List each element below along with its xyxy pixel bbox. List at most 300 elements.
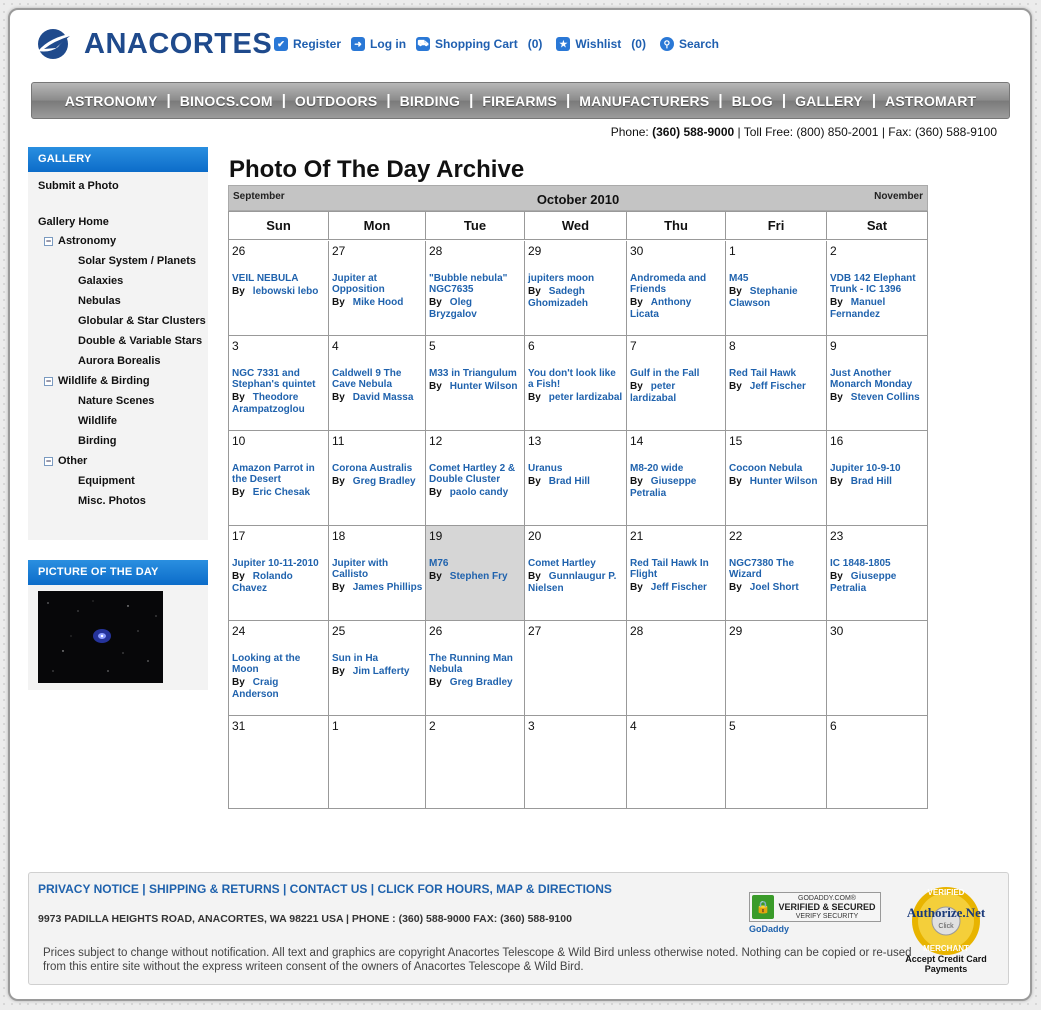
photo-title-link[interactable]: Jupiter at Opposition [332,273,385,295]
photo-entry [729,463,824,488]
photo-title-link[interactable]: Uranus [528,463,563,474]
nav-separator: | [566,92,571,109]
photo-author: By Greg Bradley [429,677,513,688]
gallery-category-galaxies[interactable]: Galaxies [78,275,124,287]
calendar-day-cell [525,431,627,526]
nebula-thumbnail [38,591,163,683]
day-number: 5 [729,719,736,733]
godaddy-label: GoDaddy [749,924,790,934]
footer-link-shipping-returns[interactable]: SHIPPING & RETURNS [148,882,280,896]
calendar-day-cell [726,621,827,716]
gallery-category-wildlife[interactable]: Wildlife [78,415,118,427]
picture-of-the-day [28,560,208,690]
photo-author: By Manuel Fernandez [830,297,886,320]
calendar-day-cell [627,336,726,431]
wishlist-count: (0) [631,37,646,51]
lock-icon: 🔒 [752,895,774,919]
login-link[interactable]: ➜ Log in [351,37,406,51]
nav-outdoors[interactable]: OUTDOORS [294,92,378,109]
day-number: 29 [528,244,542,258]
day-number: 28 [429,244,443,258]
author-link[interactable]: Greg Bradley [352,476,416,487]
photo-title-link[interactable]: Sun in Ha [332,653,379,664]
author-link[interactable]: Hunter Wilson [449,381,518,392]
calendar-day-cell [229,716,329,809]
photo-title-link[interactable]: Red Tail Hawk In Flight [630,558,709,580]
next-month-link[interactable]: November [874,191,923,202]
calendar-day-cell [426,621,525,716]
photo-entry [429,558,522,583]
photo-title-link[interactable]: The Running Man Nebula [429,653,513,675]
photo-title-link[interactable]: Cocoon Nebula [729,463,803,474]
author-link[interactable]: Greg Bradley [449,677,513,688]
photo-author: By Gunnlaugur P. Nielsen [528,571,617,594]
photo-author: By Brad Hill [830,476,892,487]
cart-icon: ⛟ [416,37,430,51]
nav-astronomy[interactable]: ASTRONOMY [64,92,158,109]
calendar-day-cell [229,241,329,336]
calendar-day-cell [827,526,927,621]
day-number: 30 [630,244,644,258]
photo-author: By Joel Short [729,582,799,593]
day-number: 29 [729,624,743,638]
calendar-day-cell [329,716,426,809]
weekday-mon: Mon [329,212,426,240]
authorize-net-seal-icon[interactable] [901,881,991,959]
calendar-day-cell [627,431,726,526]
weekday-tue: Tue [426,212,525,240]
photo-title-link[interactable]: VDB 142 Elephant Trunk - IC 1396 [830,273,916,295]
calendar-day-cell [827,621,927,716]
gallery-category-wildlife-birding[interactable]: − Wildlife & Birding [45,375,150,387]
photo-author: By lebowski lebo [232,286,319,297]
day-number: 26 [232,244,246,258]
day-number: 21 [630,529,644,543]
calendar-day-cell [827,336,927,431]
photo-author: By Brad Hill [528,476,590,487]
author-link[interactable]: peter lardizabal [548,392,623,403]
photo-title-link[interactable]: "Bubble nebula" NGC7635 [429,273,508,295]
photo-entry [630,463,723,500]
photo-author: By Hunter Wilson [429,381,518,392]
day-number: 22 [729,529,743,543]
calendar-day-cell [827,716,927,809]
photo-title-link[interactable]: Corona Australis [332,463,413,474]
day-number: 26 [429,624,443,638]
author-link[interactable]: Stephanie Clawson [729,286,798,309]
photo-title-link[interactable]: Jupiter 10-11-2010 [232,558,319,569]
footer-link-click-for-hours-map-directions[interactable]: CLICK FOR HOURS, MAP & DIRECTIONS [377,882,612,896]
weekday-fri: Fri [726,212,827,240]
calendar-day-cell [426,526,525,621]
author-link[interactable]: Theodore Arampatzoglou [232,392,305,415]
calendar-day-cell [329,526,426,621]
photo-author: By Rolando Chavez [232,571,293,594]
photo-entry [332,368,423,404]
day-number: 27 [528,624,542,638]
photo-author: By Sadegh Ghomizadeh [528,286,589,309]
author-link[interactable]: Joel Short [749,582,799,593]
calendar-day-cell [726,241,827,336]
calendar-day-cell [726,431,827,526]
photo-title-link[interactable]: jupiters moon [528,273,595,284]
calendar-day-cell [726,336,827,431]
login-icon: ➜ [351,37,365,51]
author-link[interactable]: Brad Hill [850,476,892,487]
photo-author: By paolo candy [429,487,509,498]
day-number: 19 [429,529,443,543]
search-link[interactable]: ⚲ Search [660,37,719,51]
author-link[interactable]: paolo candy [449,487,509,498]
photo-author: By Steven Collins [830,392,920,403]
gallery-category-globular-star-clusters[interactable]: Globular & Star Clusters [78,315,206,327]
day-number: 3 [528,719,535,733]
footer-separator: | [138,882,149,896]
author-link[interactable]: Giuseppe Petralia [630,476,697,499]
author-link[interactable]: Steven Collins [850,392,920,403]
top-links [274,37,729,51]
photo-entry [429,653,522,689]
day-number: 16 [830,434,844,448]
photo-title-link[interactable]: Caldwell 9 The Cave Nebula [332,368,402,390]
day-number: 6 [830,719,837,733]
photo-title-link[interactable]: VEIL NEBULA [232,273,299,284]
nav-manufacturers[interactable]: MANUFACTURERS [579,92,710,109]
photo-entry [630,273,723,321]
photo-entry [830,463,925,488]
calendar-header [228,185,928,211]
day-number: 1 [729,244,736,258]
photo-entry [232,558,326,595]
photo-title-link[interactable]: Comet Hartley [528,558,596,569]
svg-text:Click: Click [938,923,954,930]
day-number: 27 [332,244,346,258]
calendar-day-cell [229,526,329,621]
photo-entry [232,463,326,499]
author-link[interactable]: Oleg Bryzgalov [429,297,477,320]
photo-author: By James Phillips [332,582,423,593]
day-number: 1 [332,719,339,733]
calendar-day-cell [229,336,329,431]
photo-title-link[interactable]: Just Another Monarch Monday [830,368,913,390]
photo-title-link[interactable]: M76 [429,558,449,569]
day-number: 17 [232,529,246,543]
day-number: 7 [630,339,637,353]
photo-entry [830,273,925,321]
cart-count: (0) [527,37,543,51]
photo-title-link[interactable]: Looking at the Moon [232,653,301,675]
weekday-header-row [229,212,927,240]
author-link[interactable]: Stephen Fry [449,571,508,582]
photo-author: By Jeff Fischer [729,381,806,392]
collapse-icon[interactable]: − [45,376,52,386]
photo-entry [630,368,723,405]
photo-title-link[interactable]: You don't look like a Fish! [528,368,616,390]
weekday-wed: Wed [525,212,627,240]
day-number: 11 [332,434,345,448]
photo-title-link[interactable]: IC 1848-1805 [830,558,891,569]
day-number: 23 [830,529,844,543]
photo-title-link[interactable]: Comet Hartley 2 & Double Cluster [429,463,516,485]
photo-title-link[interactable]: Amazon Parrot in the Desert [232,463,315,485]
main-nav [31,82,1010,119]
author-link[interactable]: Rolando Chavez [232,571,293,594]
gallery-category-nebulas[interactable]: Nebulas [78,295,121,307]
nav-separator: | [469,92,474,109]
photo-entry [332,558,423,594]
author-link[interactable]: Mike Hood [352,297,404,308]
svg-text:MERCHANT: MERCHANT [923,944,969,953]
author-link[interactable]: Sadegh Ghomizadeh [528,286,589,309]
author-link[interactable]: Hunter Wilson [749,476,818,487]
nav-separator: | [871,92,877,109]
star-icon: ★ [556,37,570,51]
gallery-category-solar-system-planets[interactable]: Solar System / Planets [78,255,196,267]
gallery-home-link[interactable]: Gallery Home [38,216,109,228]
potd-header: PICTURE OF THE DAY [28,560,208,585]
calendar-day-cell [525,336,627,431]
photo-entry [429,368,522,393]
footer-legal: Prices subject to change without notification. All text and graphics are copyright Anacortes Telescope & Wild Bird unless otherwise noted. Nothing can be copied or re-used from this entire site without the express writeen consent of the owners of Anacortes Telescope & Wild Bird. [43,947,912,973]
photo-title-link[interactable]: NGC 7331 and Stephan's quintet [232,368,316,390]
author-link[interactable]: Craig Anderson [232,677,279,700]
day-number: 30 [830,624,844,638]
photo-author: By David Massa [332,392,414,403]
photo-entry [332,273,423,309]
gallery-category-aurora-borealis[interactable]: Aurora Borealis [78,355,161,367]
author-link[interactable]: Jeff Fischer [749,381,806,392]
day-number: 31 [232,719,246,733]
day-number: 25 [332,624,346,638]
footer-link-privacy-notice[interactable]: PRIVACY NOTICE [38,882,139,896]
weekday-thu: Thu [627,212,726,240]
day-number: 10 [232,434,246,448]
footer-links [38,882,612,896]
photo-author: By Stephanie Clawson [729,286,798,309]
photo-entry [830,368,925,404]
weekday-sat: Sat [866,218,888,233]
photo-entry [332,463,423,488]
calendar-day-cell [525,526,627,621]
photo-author: By Greg Bradley [332,476,416,487]
author-link[interactable]: Brad Hill [548,476,590,487]
photo-title-link[interactable]: Andromeda and Friends [630,273,707,295]
author-link[interactable]: James Phillips [352,582,423,593]
collapse-icon[interactable]: − [45,236,52,246]
day-number: 28 [630,624,644,638]
photo-entry [232,368,326,416]
calendar-day-cell [426,716,525,809]
calendar-grid [228,211,928,809]
photo-entry [630,558,723,594]
day-number: 2 [830,244,837,258]
author-link[interactable]: David Massa [352,392,414,403]
calendar-day-cell [525,241,627,336]
calendar-day-cell [229,621,329,716]
calendar-day-cell [525,621,627,716]
contact-phone: Phone: (360) 588-9000 | Toll Free: (800) 850-2001 | Fax: (360) 588-9100 [610,125,997,139]
nav-separator: | [281,92,286,109]
prev-month-link[interactable]: September [233,191,285,202]
nav-firearms[interactable]: FIREARMS [482,92,558,109]
authnet-caption: Accept Credit Card Payments [905,954,987,974]
author-link[interactable]: Anthony Licata [630,297,692,320]
godaddy-seal[interactable]: 🔒 GODADDY.COM® VERIFIED & SECURED VERIFY SECURITY [749,892,881,922]
photo-title-link[interactable]: Jupiter with Callisto [332,558,389,580]
day-number: 2 [429,719,436,733]
site-logo[interactable] [36,24,272,64]
photo-title-link[interactable]: M45 [729,273,749,284]
calendar-day-cell [627,241,726,336]
gallery-sidebar [28,147,208,540]
calendar-day-cell [827,241,927,336]
footer-separator: | [367,882,378,896]
photo-entry [729,368,824,393]
calendar-day-cell [329,621,426,716]
calendar-day-cell [726,716,827,809]
author-link[interactable]: Jim Lafferty [352,666,410,677]
nav-gallery[interactable]: GALLERY [795,92,863,109]
potd-image[interactable] [38,591,163,683]
calendar-day-cell [827,431,927,526]
day-number: 18 [332,529,346,543]
photo-entry [729,558,824,594]
photo-entry [528,463,624,488]
photo-entry [528,273,624,310]
photo-title-link[interactable]: Jupiter 10-9-10 [830,463,901,474]
photo-entry [528,368,624,404]
collapse-icon[interactable]: − [45,456,52,466]
search-icon: ⚲ [660,37,674,51]
bird-logo-icon [36,27,76,61]
photo-author: By Theodore Arampatzoglou [232,392,305,415]
photo-entry [429,463,522,499]
footer-link-contact-us[interactable]: CONTACT US [289,882,368,896]
photo-author: By Mike Hood [332,297,404,308]
photo-title-link[interactable]: M33 in Triangulum [429,368,517,379]
photo-title-link[interactable]: M8-20 wide [630,463,684,474]
day-number: 15 [729,434,743,448]
day-number: 14 [630,434,644,448]
photo-title-link[interactable]: Gulf in the Fall [630,368,700,379]
nav-separator: | [781,92,787,109]
photo-author: By peter lardizabal [528,392,623,403]
author-link[interactable]: Gunnlaugur P. Nielsen [528,571,617,594]
day-number: 9 [830,339,837,353]
photo-author: By Hunter Wilson [729,476,818,487]
photo-author: By peter lardizabal [630,381,677,404]
author-link[interactable]: Giuseppe Petralia [830,571,897,594]
calendar-day-cell [329,241,426,336]
calendar-day-cell [229,431,329,526]
photo-entry [830,558,925,595]
day-number: 4 [332,339,339,353]
day-number: 13 [528,434,542,448]
day-number: 20 [528,529,542,543]
footer [28,872,1009,985]
nav-separator: | [166,92,171,109]
day-number: 4 [630,719,637,733]
photo-entry [332,653,423,678]
photo-author: By Giuseppe Petralia [830,571,897,594]
photo-title-link[interactable]: Red Tail Hawk [729,368,797,379]
day-number: 5 [429,339,436,353]
svg-text:VERIFIED: VERIFIED [927,888,965,897]
photo-entry [729,273,824,310]
calendar-day-cell [627,621,726,716]
weekday-sun: Sun [229,212,329,240]
gallery-category-other[interactable]: − Other [45,455,88,467]
photo-title-link[interactable]: NGC7380 The Wizard [729,558,795,580]
photo-author: By Jeff Fischer [630,582,707,593]
calendar-day-cell [329,336,426,431]
shopping-cart-link[interactable]: ⛟ Shopping Cart [417,37,518,51]
calendar-day-cell [627,526,726,621]
nav-astromart[interactable]: ASTROMART [885,92,977,109]
nav-blog[interactable]: BLOG [731,92,773,109]
calendar-day-cell [426,241,525,336]
nav-separator: | [386,92,391,109]
gallery-category-birding[interactable]: Birding [78,435,117,447]
author-link[interactable]: Eric Chesak [252,487,311,498]
author-link[interactable]: peter lardizabal [630,381,677,404]
calendar-month: October 2010 [536,192,620,207]
nav-binocs-com[interactable]: BINOCS.COM [179,92,273,109]
day-number: 6 [528,339,535,353]
day-number: 8 [729,339,736,353]
register-link[interactable]: ✔ Register [274,37,341,51]
calendar-day-cell [726,526,827,621]
photo-author: By Jim Lafferty [332,666,410,677]
gallery-category-astronomy[interactable]: − Astronomy [45,235,117,247]
author-link[interactable]: lebowski lebo [252,286,319,297]
svg-text:Authorize.Net: Authorize.Net [906,905,986,920]
photo-entry [528,558,624,595]
page-title: Photo Of The Day Archive [229,156,525,183]
gallery-category-nature-scenes[interactable]: Nature Scenes [78,395,155,407]
photo-entry [429,273,522,321]
checkmark-icon: ✔ [274,37,288,51]
gallery-category-equipment[interactable]: Equipment [78,475,135,487]
calendar-day-cell [426,431,525,526]
nav-separator: | [718,92,723,109]
footer-separator: | [279,882,290,896]
photo-author: By Eric Chesak [232,487,311,498]
calendar-day-cell [426,336,525,431]
author-link[interactable]: Manuel Fernandez [830,297,886,320]
photo-author: By Craig Anderson [232,677,279,700]
wishlist-link[interactable]: ★ Wishlist [556,37,621,51]
author-link[interactable]: Jeff Fischer [650,582,707,593]
photo-author: By Stephen Fry [429,571,508,582]
calendar-day-cell [525,716,627,809]
nav-birding[interactable]: BIRDING [399,92,461,109]
day-number: 12 [429,434,443,448]
gallery-header: GALLERY [28,147,208,172]
photo-author: By Anthony Licata [630,297,692,320]
day-number: 3 [232,339,239,353]
photo-author: By Giuseppe Petralia [630,476,697,499]
photo-author: By Oleg Bryzgalov [429,297,477,320]
submit-photo-link[interactable]: Submit a Photo [38,180,119,192]
gallery-category-misc-photos[interactable]: Misc. Photos [78,495,146,507]
logo-text: ANACORTES [84,27,273,60]
photo-entry [232,273,326,298]
gallery-category-double-variable-stars[interactable]: Double & Variable Stars [78,335,203,347]
calendar-day-cell [627,716,726,809]
calendar-day-cell [329,431,426,526]
footer-address: 9973 PADILLA HEIGHTS ROAD, ANACORTES, WA 98221 USA | PHONE : (360) 588-9000 FAX: (360) 588-9100 [38,913,572,925]
